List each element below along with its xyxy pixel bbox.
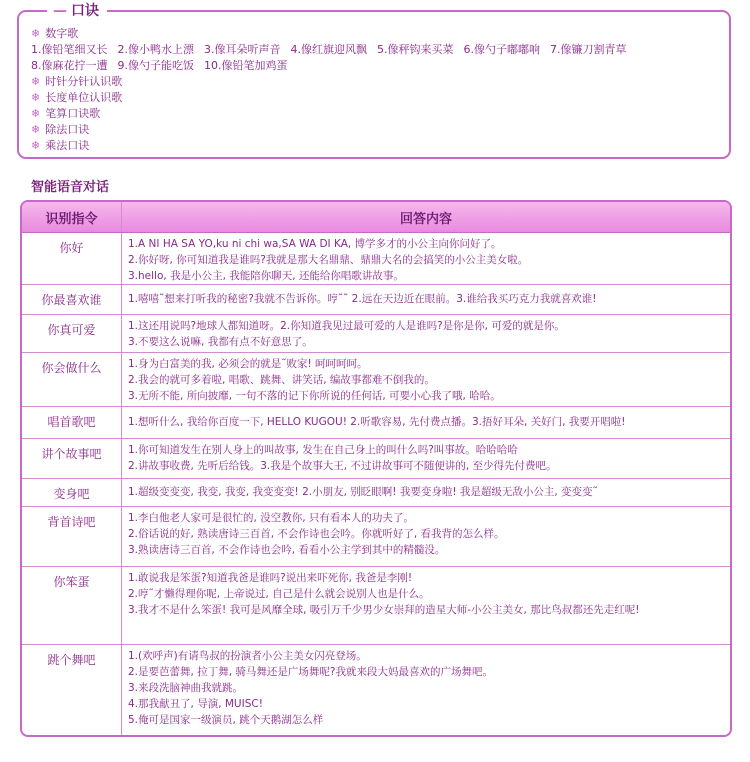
- koujue-row-other[interactable]: [31, 106, 100, 122]
- table-row: [22, 285, 730, 315]
- answer-cell: [122, 285, 730, 314]
- answer-line: 1.想听什么, 我给你百度一下, HELLO KUGOU! 2.听歌容易, 先付费点播。3.捂好耳朵, 关好门, 我要开唱啦!: [128, 416, 626, 428]
- answer-cell: [122, 353, 730, 406]
- koujue-title-text: 口诀: [71, 3, 99, 19]
- table-header: [22, 202, 730, 233]
- command-cell: 你会做什么: [22, 353, 122, 406]
- answer-cell: [122, 315, 730, 352]
- shuzige-item: 4.像红旗迎风飘: [290, 43, 367, 56]
- koujue-row-other[interactable]: [31, 90, 122, 106]
- koujue-title: [47, 2, 107, 20]
- answer-cell: [122, 407, 730, 438]
- table-row: [22, 439, 730, 479]
- table-row: [22, 353, 730, 407]
- command-cell: 唱首歌吧: [22, 407, 122, 438]
- answer-line: 2.讲故事收费, 先听后给钱。3.我是个故事大王, 不过讲故事可不随便讲的, 至少得先付费吧。: [128, 460, 557, 472]
- section-title: 智能语音对话: [31, 180, 110, 195]
- shuzige-items-row2: [31, 58, 298, 74]
- header-answer: 回答内容: [399, 211, 452, 227]
- snowflake-icon: ❄: [31, 75, 41, 88]
- answer-cell: [122, 479, 730, 506]
- shuzige-item: 10.像铅笔加鸡蛋: [204, 59, 288, 72]
- koujue-other-item: 长度单位认识歌: [45, 91, 123, 104]
- command-cell: 你最喜欢谁: [22, 285, 122, 314]
- answer-cell: [122, 439, 730, 478]
- answer-line: 1.(欢呼声)有请鸟叔的扮演者小公主美女闪亮登场。: [128, 650, 367, 662]
- answer-line: 1.这还用说吗?地球人都知道呀。2.你知道我见过最可爱的人是谁吗?是你是你, 可爱的就是你。: [128, 320, 565, 332]
- answer-line: 1.嘻嘻˜想来打听我的秘密?我就不告诉你。哼˜˜ 2.远在天边近在眼前。3.谁给我买巧克力我就喜欢谁!: [128, 293, 597, 305]
- answer-line: 3.hello, 我是小公主, 我能陪你聊天, 还能给你唱歌讲故事。: [128, 270, 404, 282]
- answer-line: 1.敢说我是笨蛋?知道我爸是谁吗?说出来吓死你, 我爸是李刚!: [128, 572, 413, 584]
- koujue-other-item: 除法口诀: [45, 123, 90, 136]
- koujue-row-other[interactable]: [31, 74, 122, 90]
- answer-cell: [122, 507, 730, 566]
- answer-line: 3.不要这么说嘛, 我都有点不好意思了。: [128, 336, 313, 348]
- answer-line: 2.哼˜才懒得理你呢, 上帝说过, 自己是什么就会说别人也是什么。: [128, 588, 430, 600]
- answer-line: 2.我会的就可多着啦, 唱歌、跳舞、讲笑话, 编故事都难不倒我的。: [128, 374, 435, 386]
- table-row: [22, 645, 730, 735]
- snowflake-icon: ❄: [31, 91, 41, 104]
- answer-line: 2.你好呀, 你可知道我是谁吗?我就是那大名鼎鼎、鼎鼎大名的会搞笑的小公主美女啦。: [128, 254, 529, 266]
- answer-line: 3.熟读唐诗三百首, 不会作诗也会吟, 看看小公主学到其中的精髓没。: [128, 544, 446, 556]
- answer-line: 1.超级变变变, 我变, 我变, 我变变变! 2.小朋友, 别眨眼啊! 我要变身啦! 我是超级无敌小公主, 变变变˜: [128, 486, 598, 498]
- table-row: [22, 507, 730, 567]
- answer-line: 1.你可知道发生在别人身上的叫故事, 发生在自己身上的叫什么吗?叫事故。哈哈哈哈: [128, 444, 518, 456]
- shuzige-item: 9.像勺子能吃饭: [117, 59, 194, 72]
- command-cell: 讲个故事吧: [22, 439, 122, 478]
- shuzige-item: 8.像麻花拧一遭: [31, 59, 108, 72]
- koujue-other-item: 笔算口诀歌: [45, 107, 101, 120]
- shuzige-item: 5.像秤钩来买菜: [377, 43, 454, 56]
- answer-cell: [122, 645, 730, 735]
- answer-line: 4.那我献丑了, 导演, MUISC!: [128, 698, 263, 710]
- answer-line: 3.无所不能, 所向披靡, 一句不落的记下你所说的任何话, 可要小心我了哦, 哈哈。: [128, 390, 501, 402]
- koujue-other-item: 时针分针认识歌: [45, 75, 123, 88]
- snowflake-icon: ❄: [31, 139, 41, 152]
- answer-line: 2.是要芭蕾舞, 拉丁舞, 骑马舞还是广场舞呢?我就来段大妈最喜欢的广场舞吧。: [128, 666, 493, 678]
- table-row: [22, 407, 730, 439]
- koujue-row-other[interactable]: [31, 138, 89, 154]
- snowflake-icon: ❄: [31, 123, 41, 136]
- table-row: [22, 233, 730, 285]
- command-cell: 变身吧: [22, 479, 122, 506]
- answer-line: 3.来段洗脑神曲我就跳。: [128, 682, 244, 694]
- answer-cell: [122, 567, 730, 644]
- title-dash: —: [53, 3, 67, 19]
- snowflake-icon: ❄: [31, 107, 41, 120]
- answer-line: 5.俺可是国家一级演员, 跳个天鹅湖怎么样: [128, 714, 324, 726]
- koujue-row-other[interactable]: [31, 122, 89, 138]
- table-row: [22, 479, 730, 507]
- command-cell: 你笨蛋: [22, 567, 122, 644]
- answer-line: 1.李白他老人家可是很忙的, 没空教你, 只有看本人的功夫了。: [128, 512, 414, 524]
- command-cell: 背首诗吧: [22, 507, 122, 566]
- command-cell: 跳个舞吧: [22, 645, 122, 735]
- answer-line: 1.A NI HA SA YO,ku ni chi wa,SA WA DI KA, 博学多才的小公主向你问好了。: [128, 238, 502, 250]
- table-row: [22, 315, 730, 353]
- voice-dialog-table: [20, 200, 732, 737]
- command-cell: 你真可爱: [22, 315, 122, 352]
- koujue-row-shuzige[interactable]: [31, 26, 78, 42]
- shuzige-item: 3.像耳朵听声音: [204, 43, 281, 56]
- table-row: [22, 567, 730, 645]
- shuzige-item: 2.像小鸭水上漂: [117, 43, 194, 56]
- shuzige-item: 6.像勺子嘟嘟响: [463, 43, 540, 56]
- koujue-shuzige: 数字歌: [45, 27, 79, 40]
- answer-line: 2.俗话说的好, 熟读唐诗三百首, 不会作诗也会吟。你就听好了, 看我背的怎么样。: [128, 528, 505, 540]
- answer-line: 3.我才不是什么笨蛋! 我可是风靡全球, 吸引万千少男少女崇拜的造星大师-小公主美女, 那比鸟叔都还先走红呢!: [128, 604, 640, 616]
- snowflake-icon: ❄: [31, 27, 41, 40]
- shuzige-items-row1: [31, 42, 637, 58]
- shuzige-item: 1.像铅笔细又长: [31, 43, 108, 56]
- header-command: 识别指令: [22, 202, 122, 232]
- command-cell: 你好: [22, 233, 122, 284]
- koujue-box: [17, 3, 731, 159]
- answer-line: 1.身为白富美的我, 必须会的就是˜败家! 呵呵呵呵。: [128, 358, 368, 370]
- koujue-other-item: 乘法口诀: [45, 139, 90, 152]
- shuzige-item: 7.像镰刀割青草: [550, 43, 627, 56]
- answer-cell: [122, 233, 730, 284]
